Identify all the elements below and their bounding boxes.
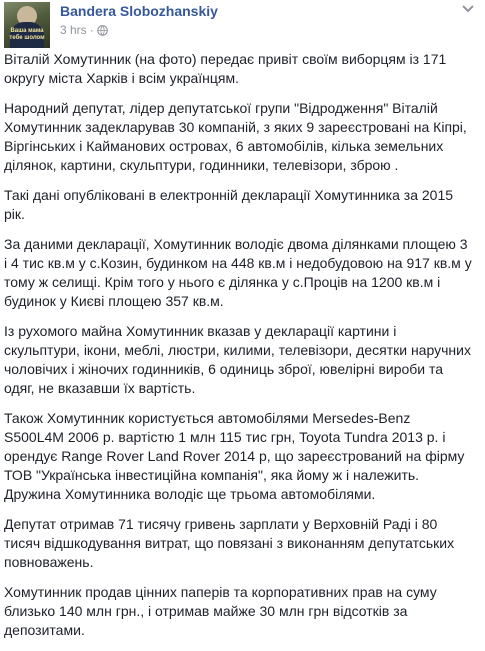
post-meta (60, 23, 108, 37)
post-paragraph: Такі дані опубліковані в електронній декларації Хомутинника за 2015 рік. (4, 187, 454, 222)
avatar-caption: Ваша мама тебе шолом (9, 28, 45, 41)
author-name[interactable]: Bandera Slobozhanskiy (60, 3, 218, 19)
globe-icon[interactable] (97, 25, 108, 36)
avatar[interactable] (4, 2, 50, 48)
chevron-down-icon[interactable] (461, 4, 475, 14)
post-paragraph: За даними декларації, Хомутинник володіє двома ділянками площею 3 і 4 тис кв.м у с.Козин, будинком на 448 кв.м і недобудовою на 917 кв.м у тому ж селищі. Крім того у нього є ділянка у с.Проців на 1200 кв.м і будинок у Києві площею 357 кв.м. (4, 236, 472, 309)
post-paragraph: Народний депутат, лідер депутатської групи "Відродження" Віталій Хомутинник задекларував 30 компаній, з яких 9 зареєстровані на Кіпрі, Віргінських і Кайманових островах, 6 автомобілів, кілька земельних ділянок, картини, скульптури, годинники, телевізори, зброю . (4, 100, 467, 173)
post-timestamp[interactable]: 3 hrs (60, 23, 87, 37)
post-body (4, 50, 474, 651)
post-paragraph: Депутат отримав 71 тисячу гривень зарплати у Верховній Раді і 80 тисяч відшкодування витрат, що повязані з виконанням депутатських повноважень. (4, 516, 455, 570)
post-paragraph: Хомутинник продав цінних паперів та корпоративних прав на суму близько 140 млн грн., і отримав майже 30 млн грн відсотків за депозитами. (4, 584, 437, 638)
post-paragraph: Віталій Хомутинник (на фото) передає привіт своїм виборцям із 171 округу міста Харків і всім українцям. (4, 51, 447, 86)
post-paragraph: Також Хомутинник користується автомобілями Mersedes-Benz S500L4M 2006 р. вартістю 1 млн 115 тис грн, Toyota Tundra 2013 р. і орендує Range Rover Land Rover 2014 р, що зареєстрований на фірму ТОВ "Українська інвестиційна компанія", яка йому ж і належить. Дружина Хомутинника володіє ще трьома автомобілями. (4, 410, 465, 502)
post-header (4, 0, 479, 48)
post-paragraph: Із рухомого майна Хомутинник вказав у декларації картини і скульптури, ікони, меблі, люстри, килими, телевізори, десятки наручних чоловічих і жіночих годинників, 6 одиниць зброї, ювелірні вироби та одяг, не вказавши їх вартість. (4, 323, 471, 396)
meta-separator: · (89, 23, 94, 37)
